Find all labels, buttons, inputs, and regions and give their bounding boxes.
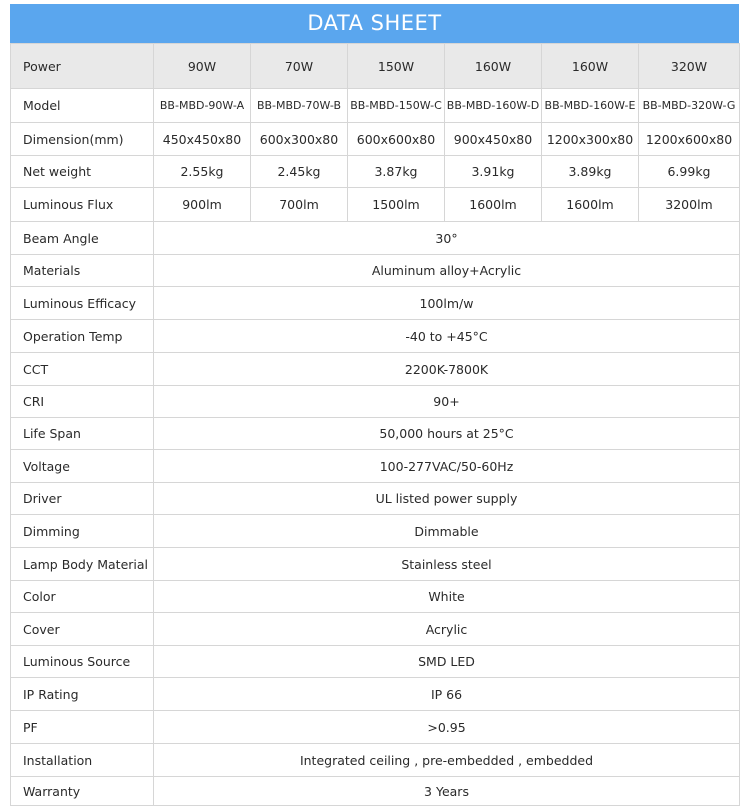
weight-value: 3.89kg xyxy=(542,156,639,188)
spec-label: Luminous Source xyxy=(11,646,154,678)
spec-label: Dimming xyxy=(11,515,154,548)
power-value: 70W xyxy=(251,44,348,89)
spec-value: Acrylic xyxy=(154,613,740,646)
flux-value: 900lm xyxy=(154,188,251,222)
spec-label: PF xyxy=(11,711,154,744)
spec-row-ip-rating xyxy=(11,678,740,711)
power-row xyxy=(11,44,740,89)
spec-row-color xyxy=(11,581,740,613)
spec-value: 50,000 hours at 25°C xyxy=(154,418,740,450)
luminous-flux-row xyxy=(11,188,740,222)
spec-label: CRI xyxy=(11,386,154,418)
spec-row-cover xyxy=(11,613,740,646)
spec-value: Dimmable xyxy=(154,515,740,548)
spec-row-life-span xyxy=(11,418,740,450)
power-value: 320W xyxy=(639,44,740,89)
row-label: Power xyxy=(11,44,154,89)
spec-value: Stainless steel xyxy=(154,548,740,581)
spec-row-lamp-body-material xyxy=(11,548,740,581)
spec-row-luminous-efficacy xyxy=(11,287,740,320)
spec-value: Aluminum alloy+Acrylic xyxy=(154,255,740,287)
spec-label: Warranty xyxy=(11,777,154,806)
flux-value: 1600lm xyxy=(542,188,639,222)
spec-value: Integrated ceiling , pre-embedded , embedded xyxy=(154,744,740,777)
spec-value: IP 66 xyxy=(154,678,740,711)
model-row xyxy=(11,89,740,123)
weight-value: 3.87kg xyxy=(348,156,445,188)
spec-row-operation-temp xyxy=(11,320,740,353)
model-value: BB-MBD-320W-G xyxy=(639,89,740,123)
power-value: 90W xyxy=(154,44,251,89)
power-value: 160W xyxy=(542,44,639,89)
weight-value: 3.91kg xyxy=(445,156,542,188)
row-label: Luminous Flux xyxy=(11,188,154,222)
model-value: BB-MBD-70W-B xyxy=(251,89,348,123)
data-sheet xyxy=(10,4,739,806)
spec-label: Color xyxy=(11,581,154,613)
dimension-value: 1200x300x80 xyxy=(542,123,639,156)
spec-row-driver xyxy=(11,483,740,515)
spec-row-luminous-source xyxy=(11,646,740,678)
dimension-value: 450x450x80 xyxy=(154,123,251,156)
spec-label: Beam Angle xyxy=(11,222,154,255)
spec-value: 30° xyxy=(154,222,740,255)
spec-value: 3 Years xyxy=(154,777,740,806)
spec-label: Driver xyxy=(11,483,154,515)
spec-value: UL listed power supply xyxy=(154,483,740,515)
spec-value: >0.95 xyxy=(154,711,740,744)
spec-value: 100lm/w xyxy=(154,287,740,320)
spec-row-beam-angle xyxy=(11,222,740,255)
spec-label: Life Span xyxy=(11,418,154,450)
spec-value: 90+ xyxy=(154,386,740,418)
model-value: BB-MBD-160W-E xyxy=(542,89,639,123)
row-label: Dimension(mm) xyxy=(11,123,154,156)
spec-label: Cover xyxy=(11,613,154,646)
spec-label: Materials xyxy=(11,255,154,287)
spec-row-voltage xyxy=(11,450,740,483)
weight-value: 2.55kg xyxy=(154,156,251,188)
dimension-value: 600x600x80 xyxy=(348,123,445,156)
spec-value: -40 to +45°C xyxy=(154,320,740,353)
spec-row-materials xyxy=(11,255,740,287)
dimension-value: 600x300x80 xyxy=(251,123,348,156)
power-value: 150W xyxy=(348,44,445,89)
model-value: BB-MBD-90W-A xyxy=(154,89,251,123)
spec-value: SMD LED xyxy=(154,646,740,678)
flux-value: 1500lm xyxy=(348,188,445,222)
spec-row-warranty xyxy=(11,777,740,806)
dimension-value: 900x450x80 xyxy=(445,123,542,156)
spec-row-cct xyxy=(11,353,740,386)
flux-value: 3200lm xyxy=(639,188,740,222)
spec-row-dimming xyxy=(11,515,740,548)
sheet-title: DATA SHEET xyxy=(10,4,739,43)
spec-label: Lamp Body Material xyxy=(11,548,154,581)
row-label: Model xyxy=(11,89,154,123)
spec-value: 2200K-7800K xyxy=(154,353,740,386)
spec-row-pf xyxy=(11,711,740,744)
spec-row-cri xyxy=(11,386,740,418)
power-value: 160W xyxy=(445,44,542,89)
spec-label: Voltage xyxy=(11,450,154,483)
net-weight-row xyxy=(11,156,740,188)
spec-label: Installation xyxy=(11,744,154,777)
dimension-row xyxy=(11,123,740,156)
weight-value: 6.99kg xyxy=(639,156,740,188)
row-label: Net weight xyxy=(11,156,154,188)
model-value: BB-MBD-160W-D xyxy=(445,89,542,123)
spec-label: Operation Temp xyxy=(11,320,154,353)
spec-value: White xyxy=(154,581,740,613)
spec-row-installation xyxy=(11,744,740,777)
spec-label: CCT xyxy=(11,353,154,386)
flux-value: 700lm xyxy=(251,188,348,222)
spec-table xyxy=(10,43,740,806)
dimension-value: 1200x600x80 xyxy=(639,123,740,156)
spec-label: Luminous Efficacy xyxy=(11,287,154,320)
flux-value: 1600lm xyxy=(445,188,542,222)
model-value: BB-MBD-150W-C xyxy=(348,89,445,123)
spec-value: 100-277VAC/50-60Hz xyxy=(154,450,740,483)
weight-value: 2.45kg xyxy=(251,156,348,188)
spec-label: IP Rating xyxy=(11,678,154,711)
